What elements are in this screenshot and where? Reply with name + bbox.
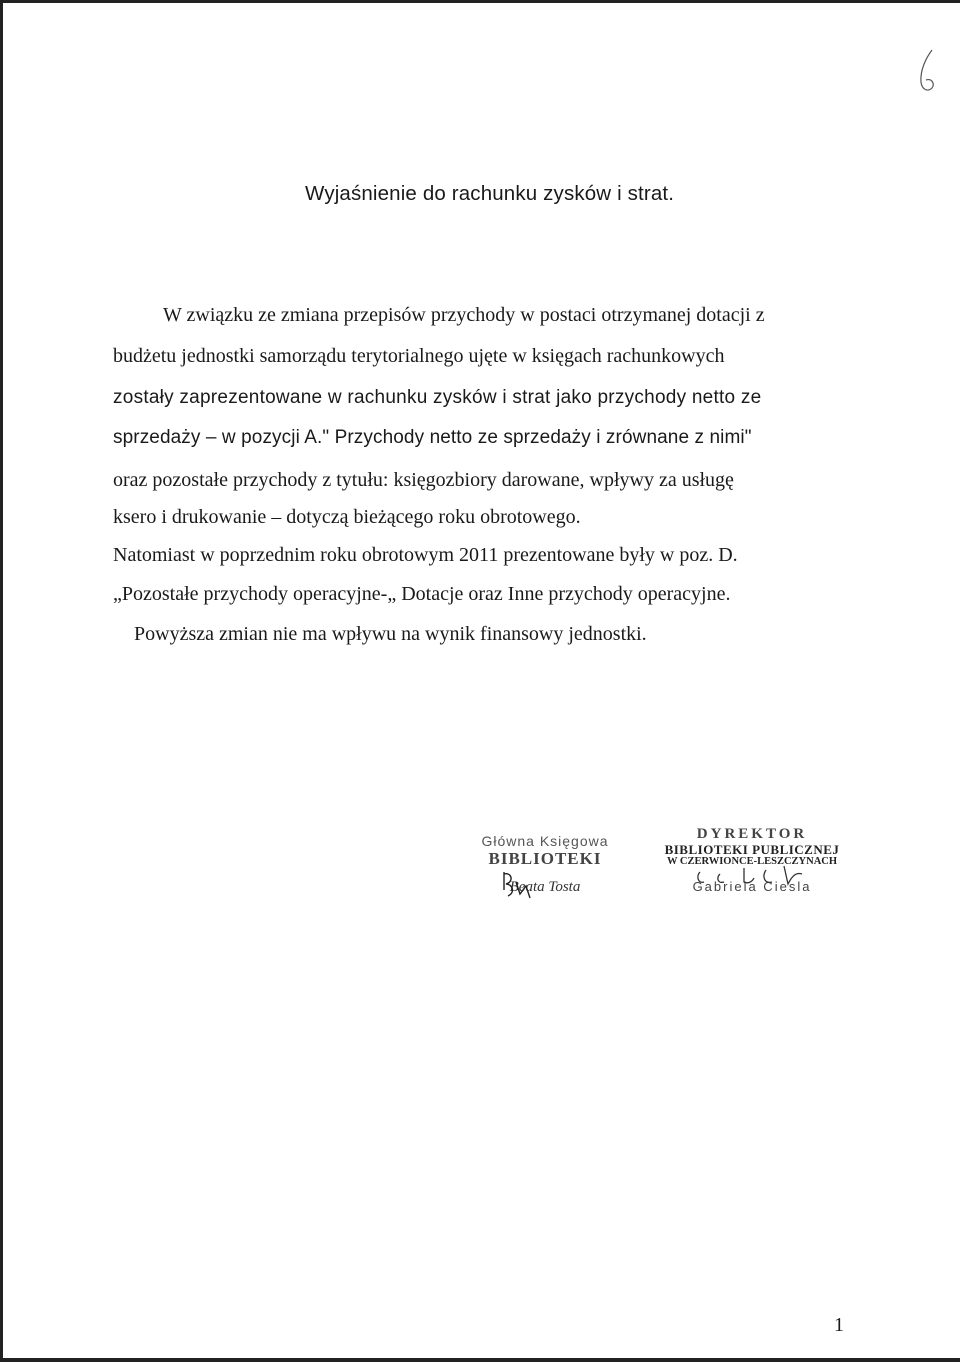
paragraph-line-4: sprzedaży – w pozycji A." Przychody netto ze sprzedaży i zrównane z nimi"	[113, 427, 752, 448]
scan-edge-left	[0, 0, 3, 1362]
document-title: Wyjaśnienie do rachunku zysków i strat.	[305, 182, 675, 205]
paragraph-line-8: „Pozostałe przychody operacyjne-„ Dotacje oraz Inne przychody operacyjne.	[113, 583, 731, 605]
paragraph-line-9: Powyższa zmian nie ma wpływu na wynik finansowy jednostki.	[134, 623, 647, 645]
paragraph-line-3: zostały zaprezentowane w rachunku zysków i strat jako przychody netto ze	[113, 387, 762, 408]
paragraph-line-2: budżetu jednostki samorządu terytorialnego ujęte w księgach rachunkowych	[113, 345, 725, 367]
paragraph-line-1: W związku ze zmiana przepisów przychody w postaci otrzymanej dotacji z	[163, 304, 765, 326]
signature-right	[692, 862, 822, 888]
paragraph-line-5: oraz pozostałe przychody z tytułu: księgozbiory darowane, wpływy za usługę	[113, 469, 734, 491]
stamp-right-name: Gabriela Ciesla	[692, 879, 812, 894]
signature-left	[482, 868, 542, 902]
paragraph-line-6: ksero i drukowanie – dotyczą bieżącego roku obrotowego.	[113, 506, 581, 528]
stamp-right-institution: BIBLIOTEKI PUBLICZNEJ	[664, 842, 840, 857]
stamp-right-role: DYREKTOR	[696, 826, 808, 842]
stamp-left-name: Beata Tosta	[509, 879, 581, 895]
stamp-right-location: W CZERWIONCE-LESZCZYNACH	[666, 856, 838, 867]
scan-edge-top	[0, 0, 960, 3]
scan-edge-bottom	[0, 1358, 960, 1362]
stamp-left-role: Główna Księgowa	[481, 833, 609, 849]
chief-accountant-stamp	[450, 833, 640, 896]
paragraph-line-7: Natomiast w poprzednim roku obrotowym 2011 prezentowane były w poz. D.	[113, 544, 738, 566]
page-number: 1	[834, 1314, 844, 1336]
handwritten-page-mark	[912, 44, 942, 104]
stamp-left-institution: BIBLIOTEKI	[488, 849, 602, 868]
